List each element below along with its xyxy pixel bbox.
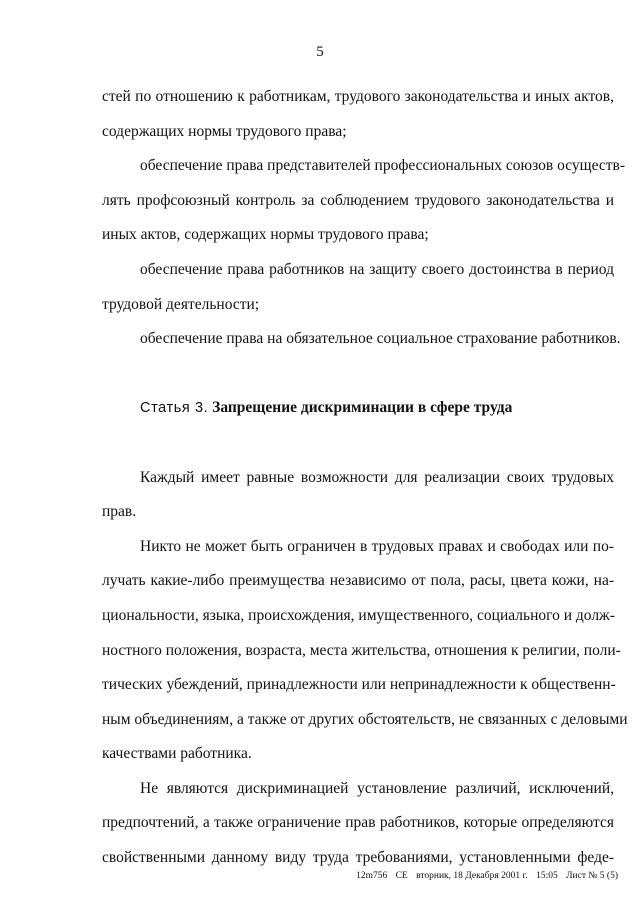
footer-doc-code: 12m756: [356, 871, 388, 881]
article-label: Статья 3.: [140, 400, 209, 417]
spacer: [102, 426, 614, 461]
text-line: обеспечение права представителей профессиональных союзов осуществ-: [140, 157, 625, 175]
text-line: содержащих нормы трудового права;: [102, 122, 347, 140]
text-line: лять профсоюзный контроль за соблюдением трудового законодательства и: [102, 191, 614, 209]
footer-sheet: Лист № 5 (5): [566, 871, 618, 881]
footer-initials: СЕ: [395, 871, 408, 881]
text-line: ностного положения, возраста, места жительства, отношения к религии, поли-: [102, 641, 621, 659]
text-line: трудовой деятельности;: [102, 295, 260, 313]
footer-datetime: вторник, 18 Декабря 2001 г.: [416, 871, 528, 881]
text-line: качествами работника.: [102, 745, 252, 763]
text-line: циональности, языка, происхождения, имущественного, социального и долж-: [102, 606, 615, 624]
text-line: тических убеждений, принадлежности или непринадлежности к общественн-: [102, 676, 616, 694]
page-number: 5: [316, 44, 324, 60]
text-line: стей по отношению к работникам, трудового законодательства и иных актов,: [102, 88, 614, 105]
text-line: обеспечение права на обязательное социальное страхование работников.: [140, 330, 621, 348]
text-line: свойственными данному виду труда требованиями, установленными феде-: [102, 849, 614, 867]
article-heading: [102, 391, 614, 426]
text-line: Не являются дискриминацией установление различий, исключений,: [140, 779, 614, 797]
text-line: иных актов, содержащих нормы трудового права;: [102, 226, 429, 244]
text-line: обеспечение права работников на защиту своего достоинства в период: [140, 260, 614, 278]
text-line: Никто не может быть ограничен в трудовых правах и свободах или по-: [140, 537, 614, 555]
article-title: Запрещение дискриминации в сфере труда: [212, 399, 513, 417]
text-line: прав.: [102, 503, 137, 521]
page-footer: [356, 871, 618, 881]
text-line: лучать какие-либо преимущества независимо от пола, расы, цвета кожи, на-: [102, 572, 614, 590]
footer-time: 15:05: [536, 871, 558, 881]
text-line: предпочтений, а также ограничение прав работников, которые определяются: [102, 814, 614, 832]
spacer: [102, 357, 614, 392]
text-line: Каждый имеет равные возможности для реализации своих трудовых: [140, 468, 614, 486]
text-line: ным объединениям, а также от других обстоятельств, не связанных с деловыми: [102, 710, 628, 728]
